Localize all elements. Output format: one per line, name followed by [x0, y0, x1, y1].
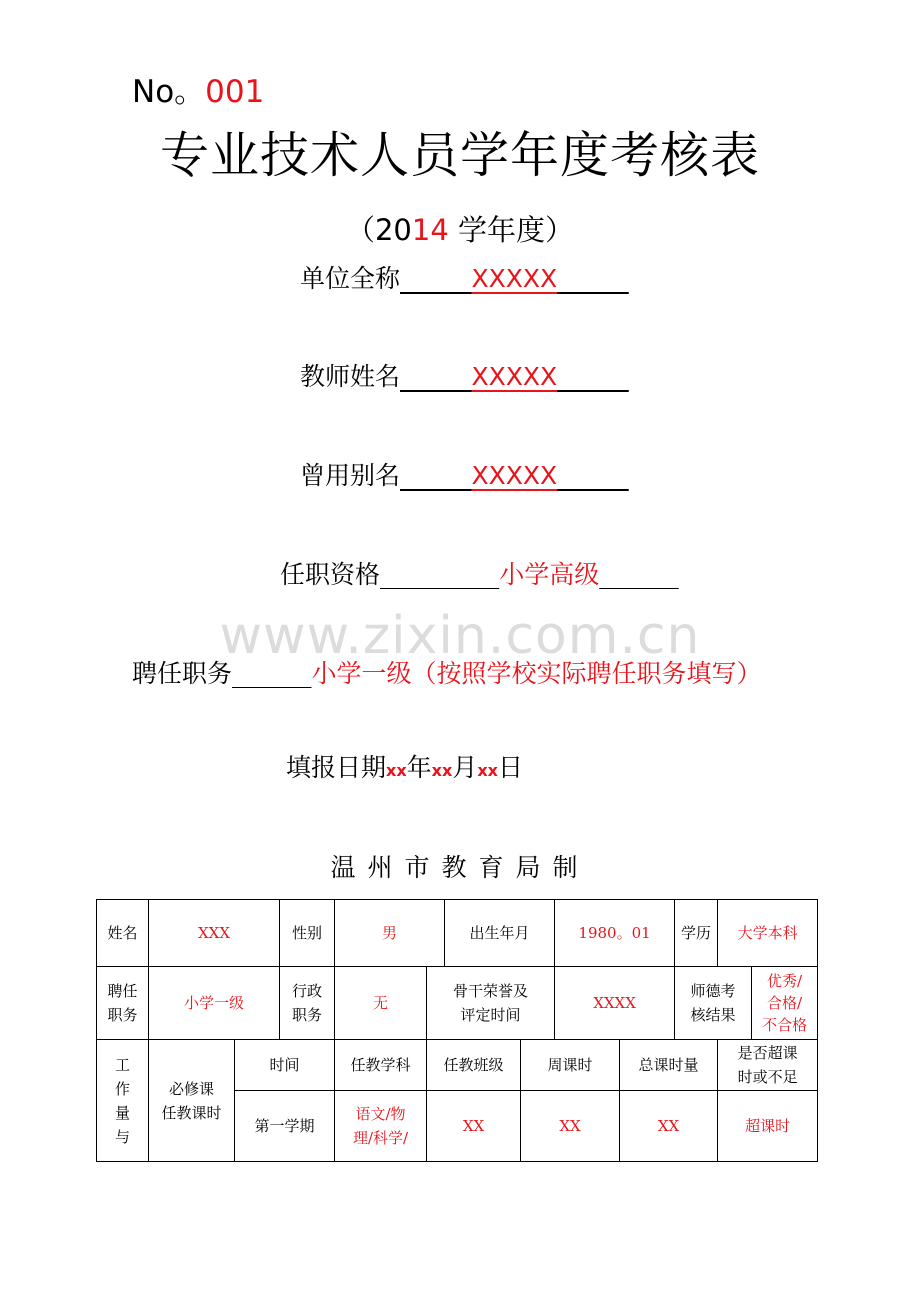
teacher-label: 教师姓名	[300, 362, 401, 391]
over-value: 超课时	[718, 1091, 818, 1162]
ethics-value: 优秀/ 合格/ 不合格	[752, 967, 818, 1040]
honor-value: XXXX	[555, 967, 675, 1040]
required-hours-label: 必修课 任教课时	[149, 1040, 235, 1162]
table-row	[97, 967, 818, 1040]
page-title: 专业技术人员学年度考核表	[159, 127, 760, 184]
position-label: 聘任职务	[132, 659, 233, 688]
date-month-value: xx	[431, 761, 453, 780]
date-day-value: xx	[477, 761, 498, 780]
serial-number	[132, 72, 264, 112]
qualification-field	[280, 558, 679, 592]
weekly-value: XX	[521, 1091, 620, 1162]
year-value: 14	[411, 213, 449, 247]
unit-label: 单位全称	[300, 264, 401, 293]
col-class-header: 任教班级	[427, 1040, 521, 1091]
workload-label: 工 作 量 与	[97, 1040, 149, 1162]
date-day-unit: 日	[497, 753, 523, 782]
post-label: 聘任 职务	[97, 967, 149, 1040]
issuer-line: 温州市教育局制	[330, 853, 590, 882]
date-year-value: xx	[386, 761, 407, 780]
gender-value: 男	[335, 900, 445, 967]
col-subject-header: 任教学科	[335, 1040, 427, 1091]
term-cell: 第一学期	[235, 1091, 335, 1162]
date-month-unit: 月	[452, 753, 478, 782]
total-value: XX	[620, 1091, 718, 1162]
education-value: 大学本科	[718, 900, 818, 967]
name-label: 姓名	[97, 900, 149, 967]
date-label: 填报日期	[286, 753, 387, 782]
qualification-label: 任职资格	[280, 560, 381, 589]
report-date-field	[286, 751, 523, 788]
education-label: 学历	[675, 900, 718, 967]
col-time-header: 时间	[235, 1040, 335, 1091]
admin-value: 无	[335, 967, 427, 1040]
table-row	[97, 900, 818, 967]
unit-value: XXXXX	[471, 264, 558, 293]
birth-value: 1980。01	[555, 900, 675, 967]
qualification-value: 小学高级	[499, 560, 600, 589]
class-value: XX	[427, 1091, 521, 1162]
admin-label: 行政 职务	[280, 967, 335, 1040]
date-year-unit: 年	[406, 753, 432, 782]
position-field	[132, 657, 762, 691]
former-value: XXXXX	[471, 461, 558, 490]
year-close: 学年度）	[448, 213, 575, 247]
table-row	[97, 1040, 818, 1091]
subject-value: 语文/物 理/科学/	[335, 1091, 427, 1162]
watermark: www.zixin.com.cn	[219, 606, 701, 666]
teacher-name-field	[300, 360, 629, 394]
position-value: 小学一级（按照学校实际聘任职务填写）	[311, 659, 762, 688]
col-weekly-header: 周课时	[521, 1040, 620, 1091]
teacher-value: XXXXX	[471, 362, 558, 391]
assessment-table	[96, 899, 818, 1162]
ethics-label: 师德考 核结果	[675, 967, 752, 1040]
former-label: 曾用别名	[300, 461, 401, 490]
name-value: XXX	[149, 900, 280, 967]
unit-field	[300, 262, 629, 296]
academic-year	[0, 210, 920, 250]
col-over-header: 是否超课 时或不足	[718, 1040, 818, 1091]
year-open: （20	[345, 213, 412, 247]
serial-prefix: No。	[132, 74, 206, 110]
serial-value: 001	[205, 74, 265, 110]
gender-label: 性别	[280, 900, 335, 967]
col-total-header: 总课时量	[620, 1040, 718, 1091]
birth-label: 出生年月	[445, 900, 555, 967]
post-value: 小学一级	[149, 967, 280, 1040]
honor-label: 骨干荣誉及 评定时间	[427, 967, 555, 1040]
former-name-field	[300, 459, 629, 493]
